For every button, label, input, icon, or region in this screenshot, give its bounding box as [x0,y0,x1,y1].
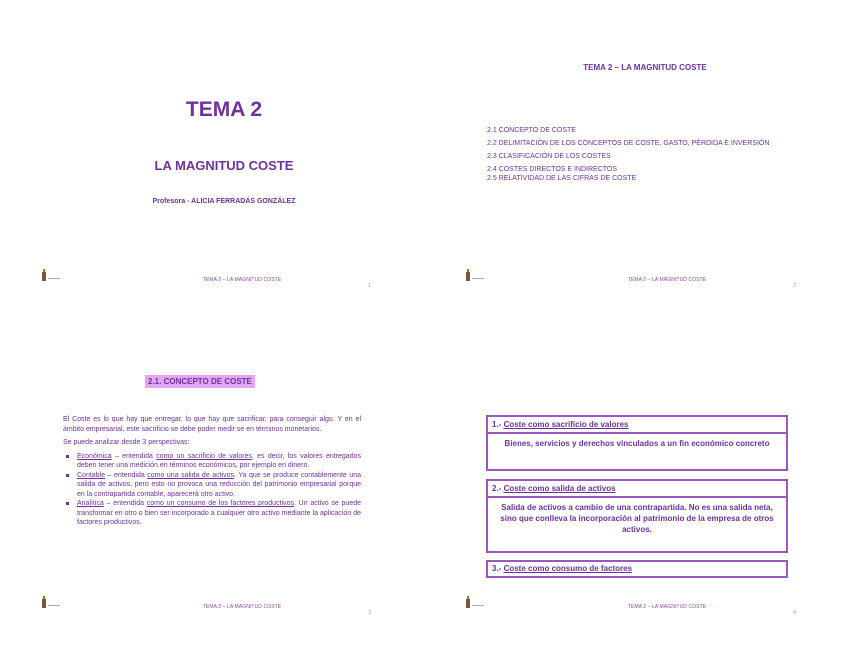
slide-2 [424,0,848,327]
box-number: 2.- [492,484,504,493]
slide-footer: TEMA 2 – LA MAGNITUD COSTE [627,277,707,283]
box-body: Bienes, servicios y derechos vinculados a un fin económico concreto [504,439,770,448]
list-item [77,452,361,471]
list-item [77,471,361,500]
slide-footer: TEMA 2 – LA MAGNITUD COSTE [202,604,282,610]
slide-3 [0,327,424,654]
page-number: 1 [368,283,371,289]
table-of-contents [487,126,792,187]
toc-item: 2.3 CLASIFICACIÓN DE LOS COSTES [487,153,611,160]
term: Analítica [77,500,104,507]
item-text: , es decir, los valores entregados deben tener una medición en términos económicos, por ejemplo en dinero. [77,452,361,469]
box-number: 1.- [492,420,504,429]
paragraph: El Coste es lo que hay que entregar, lo que hay que sacrificar, para conseguir algo. Y en el ámbito empresarial, este sacrificio se debe poder medir se en términos monetarios. [63,416,361,433]
section-heading: 2.1. CONCEPTO DE COSTE [145,375,255,388]
box-title: Coste como salida de activos [503,484,616,493]
paragraph: Se puede analizar desde 3 perspectivas: [63,439,190,446]
toc-item: 2.4 COSTES DIRECTOS E INDIRECTOS [487,166,618,173]
concept-box-2 [486,479,788,553]
page-number: 4 [793,610,796,616]
perspectives-list [63,452,361,528]
underlined-phrase: como un sacrificio de valores [156,452,252,460]
separator: – entendida [111,452,157,460]
slide-1 [0,0,424,327]
slide-body [63,415,361,528]
box-header [488,417,786,434]
box-title: Coste como consumo de factores [503,564,633,573]
page-number: 2 [793,283,796,289]
box-header [488,562,786,575]
slide-subtitle: LA MAGNITUD COSTE [154,158,294,173]
term: Contable [77,471,106,479]
box-number: 3.- [492,564,504,573]
underlined-phrase: como una salida de activos [147,471,235,479]
separator: – entendida [103,500,147,507]
box-title: Coste como sacrificio de valores [503,420,629,429]
toc-item: 2.2 DELIMITACIÓN DE LOS CONCEPTOS DE COSTE, GASTO, PÉRDIDA E INVERSIÓN [487,140,770,147]
slide-title: TEMA 2 – LA MAGNITUD COSTE [583,63,707,72]
underlined-phrase: como un consumo de los factores productivos [146,500,294,507]
concept-box-3 [486,560,788,578]
item-text: . Un activo se puede transformar en otro o bien ser incorporado a cualquier otro activo mediante la aplicación de factores productivos. [77,500,361,526]
page-number: 3 [368,610,371,616]
slide-footer: TEMA 2 – LA MAGNITUD COSTE [202,277,282,283]
box-body: Salida de activos a cambio de una contrapartida. No es una salida neta, sino que conlleva la incorporación al patrimonio de la empresa de otros activos. [500,503,774,534]
box-header [488,481,786,498]
concept-box-1 [486,415,788,471]
toc-item: 2.5 RELATIVIDAD DE LAS CIFRAS DE COSTE [487,175,637,182]
separator: – entendida [105,471,148,479]
item-text: . Ya que se produce contablemente una salida de activos, pero esto no provoca una reducción del patrimonio empresarial porque en la contrapartida contable, aparecerá otro activo. [77,471,362,498]
slide-title: TEMA 2 [185,98,263,121]
term: Económica [77,452,112,460]
slide-4 [424,327,848,654]
toc-item: 2.1 CONCEPTO DE COSTE [487,127,576,134]
list-item [77,499,361,528]
professor-name: Profesora - ALICIA FERRADÁS GONZÁLEZ [152,198,296,205]
slide-footer: TEMA 2 – LA MAGNITUD COSTE [627,604,707,610]
